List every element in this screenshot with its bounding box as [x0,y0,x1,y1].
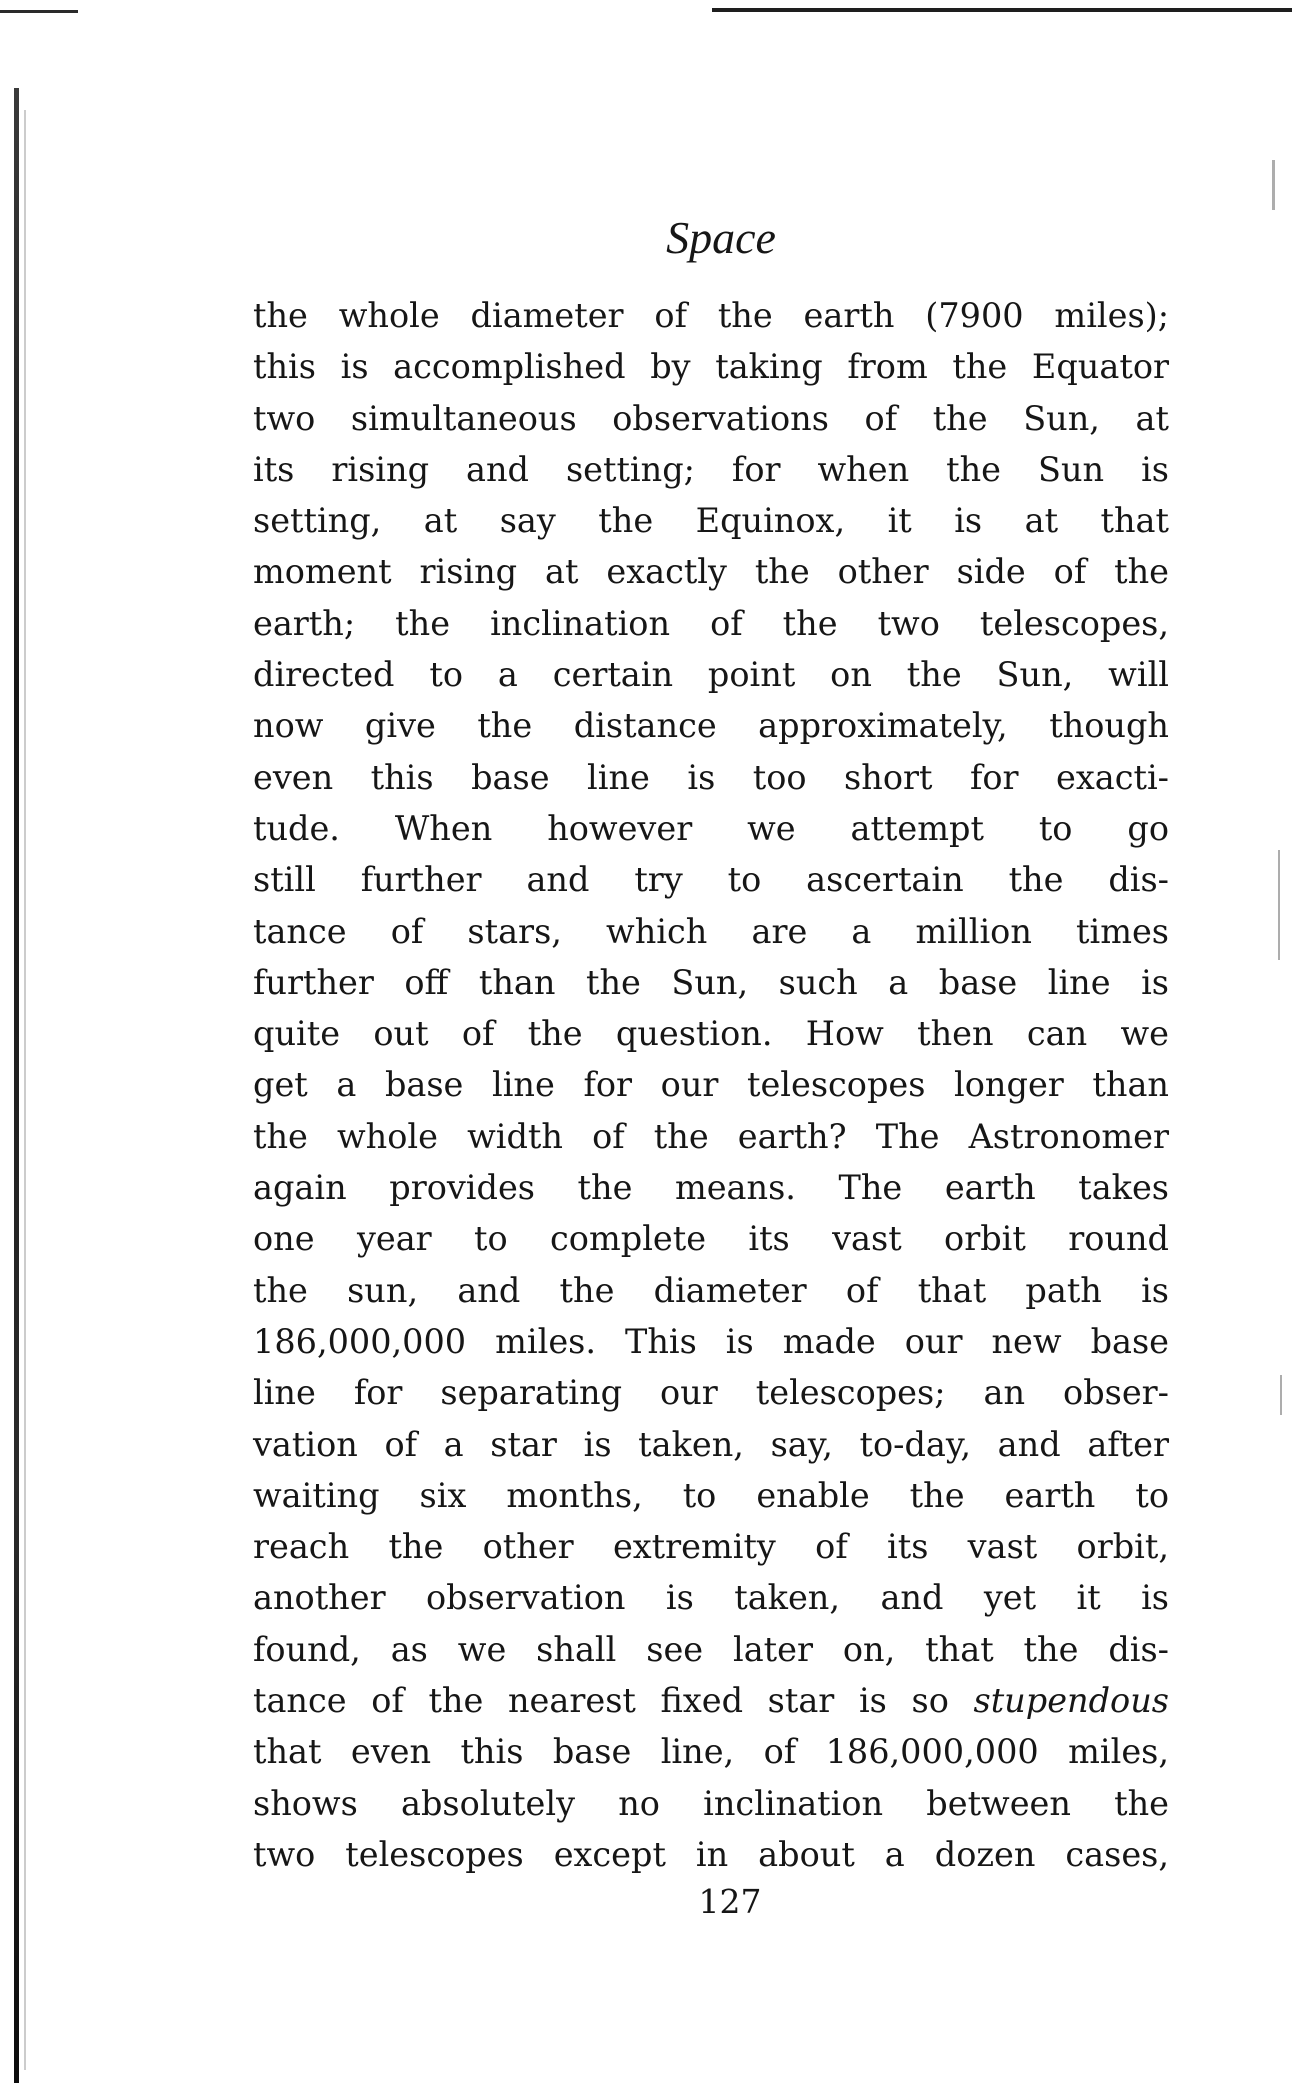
scan-speck [1272,160,1275,210]
text-line: the whole width of the earth? The Astronomer [253,1116,1169,1156]
scan-speck [1280,1375,1282,1415]
text-line: its rising and setting; for when the Sun is [253,449,1169,489]
emphasized-word: stupendous [973,1681,1169,1721]
text-line: tance of stars, which are a million times [253,911,1169,951]
text-line: the sun, and the diameter of that path is [253,1270,1169,1310]
text-line: found, as we shall see later on, that the dis- [253,1629,1169,1669]
text-line: another observation is taken, and yet it is [253,1578,1169,1618]
text-line: get a base line for our telescopes longer than [253,1065,1169,1105]
text-line: directed to a certain point on the Sun, will [253,655,1169,695]
text-line: two simultaneous observations of the Sun, at [253,398,1169,438]
text-line: tude. When however we attempt to go [253,808,1169,848]
text-line-with-emphasis [253,1675,1169,1726]
text-line: setting, at say the Equinox, it is at that [253,501,1169,541]
text-line: again provides the means. The earth takes [253,1168,1169,1208]
text-line: earth; the inclination of the two telescopes, [253,603,1169,643]
text-line: two telescopes except in about a dozen cases, [253,1834,1169,1874]
binding-edge [14,88,19,2083]
text-line: the whole diameter of the earth (7900 miles); [253,296,1169,335]
scan-rule-top-right [712,8,1292,12]
text-line: reach the other extremity of its vast orbit, [253,1527,1169,1567]
body-text [253,290,1169,1880]
text-line: now give the distance approximately, though [253,706,1169,746]
text-line: that even this base line, of 186,000,000 miles, [253,1732,1169,1772]
text-line: one year to complete its vast orbit round [253,1219,1169,1259]
text-line: moment rising at exactly the other side of the [253,552,1169,592]
binding-shadow [24,110,26,2070]
page-number: 127 [698,1882,762,1921]
text-line: even this base line is too short for exacti- [253,757,1169,797]
scan-speck [1278,850,1280,960]
text-line: further off than the Sun, such a base line is [253,962,1169,1002]
text-run: tance of the nearest fixed star is so [253,1681,974,1721]
text-line: shows absolutely no inclination between the [253,1783,1169,1823]
text-line: still further and try to ascertain the dis- [253,860,1169,900]
text-line: vation of a star is taken, say, to-day, and after [253,1424,1169,1464]
scan-rule-top-left [0,10,78,13]
text-line: quite out of the question. How then can we [253,1014,1169,1054]
text-line: line for separating our telescopes; an obser- [253,1373,1169,1413]
text-line: waiting six months, to enable the earth to [253,1475,1169,1515]
text-line: this is accomplished by taking from the Equator [253,347,1169,387]
running-head: Space [666,212,776,263]
text-line: 186,000,000 miles. This is made our new base [253,1321,1169,1361]
